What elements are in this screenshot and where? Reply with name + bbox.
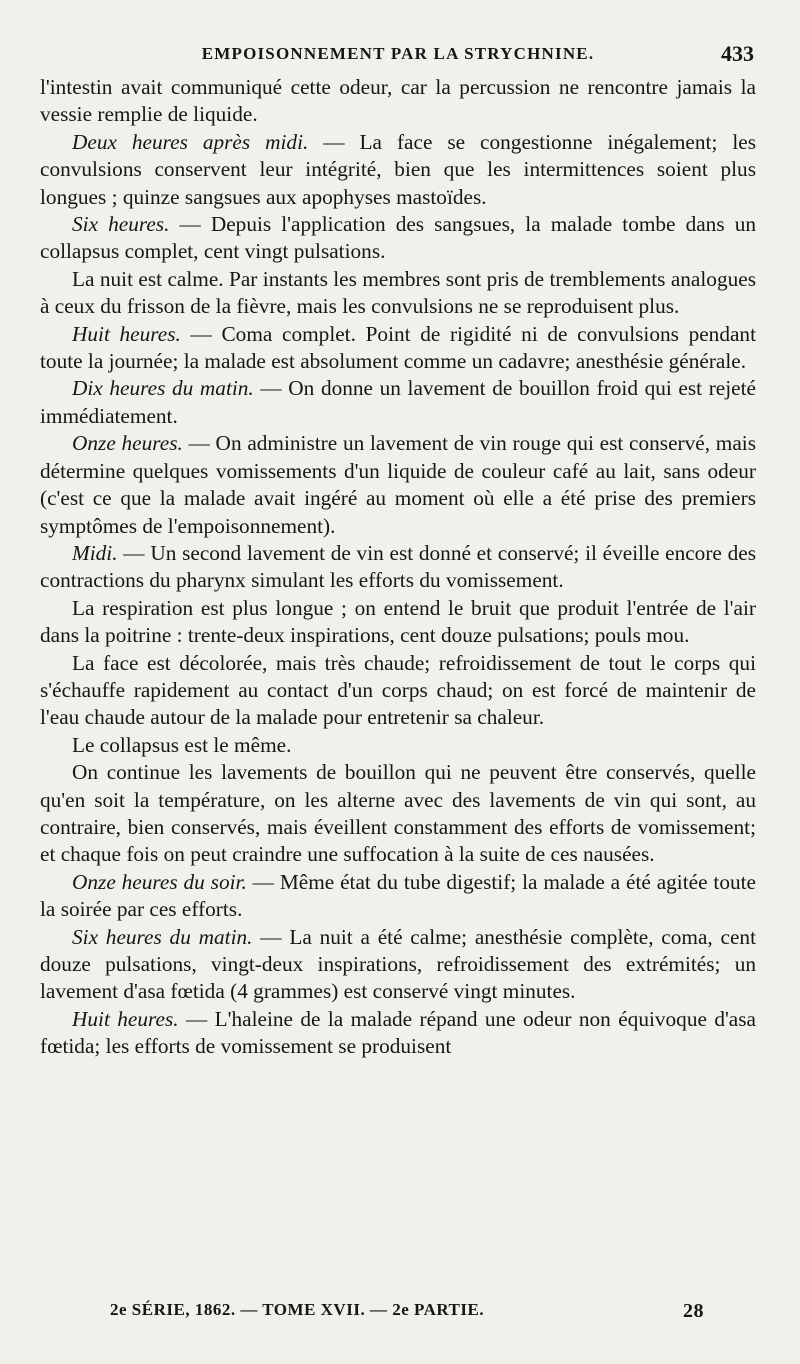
paragraph-lead: Huit heures. bbox=[72, 321, 181, 346]
paragraph-text: — Coma complet. Point de rigidité ni de convulsions pendant toute la journée; la malade est absolument comme un cadavre; anesthésie générale. bbox=[40, 321, 756, 374]
paragraph-text: — Même état du tube digestif; la malade a été agitée toute la soirée par ces efforts. bbox=[40, 869, 756, 922]
paragraph bbox=[40, 321, 756, 376]
paragraph-lead: Six heures du matin. bbox=[72, 924, 253, 949]
footer-series: 2e SÉRIE, 1862. — TOME XVII. — 2e PARTIE. bbox=[110, 1300, 485, 1319]
paragraph-lead: Midi. bbox=[72, 540, 118, 565]
paragraph-lead: Onze heures. bbox=[72, 431, 183, 456]
running-title: EMPOISONNEMENT PAR LA STRYCHNINE. bbox=[201, 44, 595, 63]
paragraph bbox=[40, 759, 756, 869]
paragraph-text: Le collapsus est le même. bbox=[72, 732, 292, 757]
paragraph-text: — La nuit a été calme; anesthésie complète, coma, cent douze pulsations, vingt-deux inspirations, refroidissement des extrémités; un lavement d'asa fœtida (4 grammes) est conservé vingt minutes. bbox=[40, 924, 756, 1004]
page-footer bbox=[110, 1300, 704, 1323]
paragraph bbox=[40, 1006, 756, 1061]
paragraph-text: — L'haleine de la malade répand une odeur non équivoque d'asa fœtida; les efforts de vomissement se produisent bbox=[40, 1006, 756, 1059]
running-head bbox=[40, 34, 756, 74]
paragraph bbox=[40, 540, 756, 595]
paragraph bbox=[40, 595, 756, 650]
paragraph-text: — Depuis l'application des sangsues, la malade tombe dans un collapsus complet, cent vingt pulsations. bbox=[40, 212, 756, 264]
signature-mark: 28 bbox=[683, 1300, 704, 1322]
paragraph bbox=[40, 869, 756, 924]
paragraph-text: — On administre un lavement de vin rouge qui est conservé, mais détermine quelques vomissements d'un liquide de couleur café au lait, sans odeur (c'est ce que la malade avait ingéré au moment où elle a été prise des premiers symptômes de l'empoisonnement). bbox=[40, 431, 757, 538]
paragraph-lead: Huit heures. bbox=[72, 1006, 179, 1031]
body-text bbox=[40, 74, 756, 1061]
paragraph bbox=[40, 375, 756, 430]
paragraph-lead: Onze heures du soir. bbox=[72, 869, 247, 894]
paragraph-text: La face est décolorée, mais très chaude; refroidissement de tout le corps qui s'échauffe rapidement au contact d'un corps chaud; on est forcé de maintenir de l'eau chaude autour de la malade pour entretenir sa chaleur. bbox=[40, 650, 756, 730]
paragraph bbox=[40, 211, 756, 266]
paragraph bbox=[40, 74, 756, 129]
paragraph-text: On continue les lavements de bouillon qui ne peuvent être conservés, quelle qu'en soit la température, on les alterne avec des lavements de vin qui sont, au contraire, bien conservés, mais éveillent constamment des efforts de vomissement; et chaque fois on peut craindre une suffocation à la suite de ces nausées. bbox=[40, 760, 756, 867]
paragraph-lead: Six heures. bbox=[72, 212, 170, 237]
paragraph bbox=[40, 650, 756, 732]
paragraph-text: — On donne un lavement de bouillon froid qui est rejeté immédiatement. bbox=[40, 376, 757, 428]
paragraph-lead: Deux heures après midi. bbox=[72, 129, 309, 154]
paragraph bbox=[40, 924, 756, 1006]
paragraph-text: — La face se congestionne inégalement; les convulsions conservent leur intégrité, bien que les intermittences soient plus longues ; quinze sangsues aux apophyses mastoïdes. bbox=[40, 129, 756, 209]
paragraph bbox=[40, 266, 756, 321]
paragraph bbox=[40, 430, 756, 540]
paragraph bbox=[40, 129, 756, 211]
page-number: 433 bbox=[721, 41, 754, 66]
paragraph-text: l'intestin avait communiqué cette odeur, car la percussion ne rencontre jamais la vessie remplie de liquide. bbox=[40, 75, 756, 127]
paragraph-text: La respiration est plus longue ; on entend le bruit que produit l'entrée de l'air dans la poitrine : trente-deux inspirations, cent douze pulsations; pouls mou. bbox=[40, 595, 756, 648]
paragraph bbox=[40, 732, 756, 759]
paragraph-text: — Un second lavement de vin est donné et conservé; il éveille encore des contractions du pharynx simulant les efforts du vomissement. bbox=[40, 540, 756, 593]
paragraph-lead: Dix heures du matin. bbox=[72, 376, 254, 401]
paragraph-text: La nuit est calme. Par instants les membres sont pris de tremblements analogues à ceux du frisson de la fièvre, mais les convulsions ne se reproduisent plus. bbox=[40, 266, 756, 319]
